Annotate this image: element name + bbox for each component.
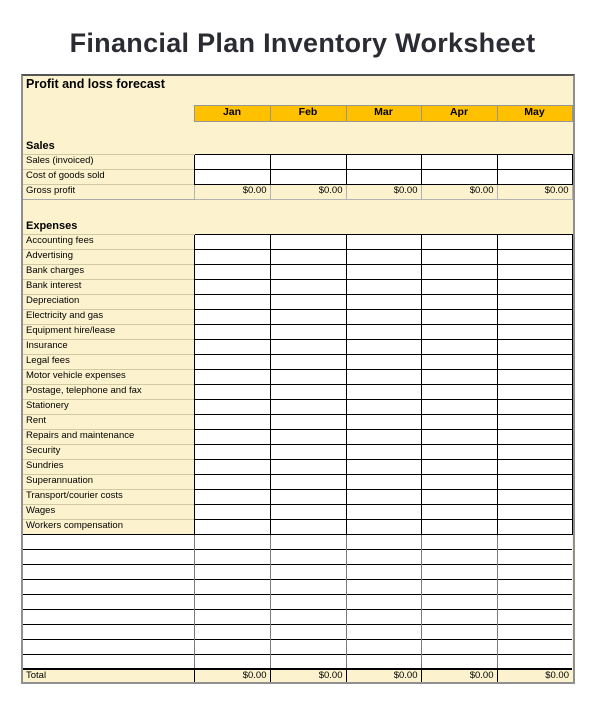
expense-row (23, 384, 572, 399)
value-cell[interactable] (497, 399, 572, 414)
value-cell[interactable] (346, 279, 421, 294)
value-cell[interactable] (346, 414, 421, 429)
value-cell[interactable] (23, 534, 194, 549)
value-cell[interactable] (497, 249, 572, 264)
value-cell[interactable] (421, 279, 497, 294)
value-cell[interactable] (421, 534, 497, 549)
value-cell[interactable] (421, 264, 497, 279)
expense-row-label: Superannuation (23, 474, 194, 489)
row-label: Gross profit (23, 184, 194, 199)
value-cell[interactable] (194, 654, 270, 669)
value-cell[interactable] (346, 294, 421, 309)
value-cell[interactable] (346, 579, 421, 594)
total-cell: $0.00 (421, 669, 497, 682)
expense-row-label: Accounting fees (23, 234, 194, 249)
value-cell[interactable] (497, 339, 572, 354)
expense-row-label: Depreciation (23, 294, 194, 309)
expense-row-label: Bank interest (23, 279, 194, 294)
value-cell[interactable] (270, 639, 346, 654)
value-cell[interactable] (270, 279, 346, 294)
value-cell[interactable] (421, 504, 497, 519)
value-cell[interactable] (497, 459, 572, 474)
empty-row (23, 594, 572, 609)
value-cell[interactable] (346, 519, 421, 534)
value-cell[interactable] (421, 579, 497, 594)
value-cell[interactable] (194, 594, 270, 609)
expense-row-label: Workers compensation (23, 519, 194, 534)
expense-row-label: Bank charges (23, 264, 194, 279)
value-cell[interactable] (346, 549, 421, 564)
value-cell[interactable] (270, 519, 346, 534)
value-cell[interactable] (346, 444, 421, 459)
total-row (23, 669, 572, 682)
value-cell[interactable] (194, 504, 270, 519)
expenses-section-header-row (23, 214, 572, 234)
expense-row (23, 369, 572, 384)
value-cell[interactable] (270, 154, 346, 169)
value-cell[interactable] (346, 489, 421, 504)
value-cell[interactable] (497, 354, 572, 369)
expense-row (23, 309, 572, 324)
value-cell[interactable] (346, 154, 421, 169)
value-cell[interactable] (421, 309, 497, 324)
value-cell[interactable] (270, 534, 346, 549)
value-cell[interactable] (194, 549, 270, 564)
value-cell[interactable] (497, 324, 572, 339)
empty-row (23, 579, 572, 594)
value-cell[interactable] (346, 564, 421, 579)
empty-row (23, 564, 572, 579)
value-cell[interactable] (346, 624, 421, 639)
gross-profit-row (23, 184, 572, 199)
sales-row (23, 169, 572, 184)
empty-row (23, 549, 572, 564)
value-cell[interactable] (270, 294, 346, 309)
expense-row-label: Motor vehicle expenses (23, 369, 194, 384)
expenses-section-header: Expenses (23, 214, 572, 234)
calculated-cell: $0.00 (346, 184, 421, 199)
value-cell[interactable] (194, 429, 270, 444)
value-cell[interactable] (497, 534, 572, 549)
expense-row-label: Repairs and maintenance (23, 429, 194, 444)
expense-row-label: Sundries (23, 459, 194, 474)
expense-row (23, 519, 572, 534)
value-cell[interactable] (497, 234, 572, 249)
value-cell[interactable] (421, 414, 497, 429)
page-title: Financial Plan Inventory Worksheet (69, 28, 536, 58)
value-cell[interactable] (270, 564, 346, 579)
total-cell: $0.00 (346, 669, 421, 682)
expense-row-label: Rent (23, 414, 194, 429)
value-cell[interactable] (194, 564, 270, 579)
value-cell[interactable] (346, 169, 421, 184)
value-cell[interactable] (194, 414, 270, 429)
value-cell[interactable] (497, 654, 572, 669)
value-cell[interactable] (194, 579, 270, 594)
value-cell[interactable] (194, 384, 270, 399)
value-cell[interactable] (194, 264, 270, 279)
month-header-feb: Feb (270, 105, 346, 121)
value-cell[interactable] (270, 429, 346, 444)
value-cell[interactable] (346, 234, 421, 249)
worksheet-table (23, 76, 573, 682)
value-cell[interactable] (194, 609, 270, 624)
spacer (23, 199, 572, 214)
value-cell[interactable] (421, 549, 497, 564)
value-cell[interactable] (194, 459, 270, 474)
value-cell[interactable] (270, 579, 346, 594)
value-cell[interactable] (497, 519, 572, 534)
value-cell[interactable] (270, 369, 346, 384)
value-cell[interactable] (23, 639, 194, 654)
value-cell[interactable] (346, 249, 421, 264)
value-cell[interactable] (421, 324, 497, 339)
value-cell[interactable] (421, 639, 497, 654)
expense-row-label: Advertising (23, 249, 194, 264)
value-cell[interactable] (270, 234, 346, 249)
expense-row-label: Equipment hire/lease (23, 324, 194, 339)
value-cell[interactable] (421, 564, 497, 579)
value-cell[interactable] (497, 384, 572, 399)
value-cell[interactable] (497, 624, 572, 639)
total-cell: $0.00 (270, 669, 346, 682)
value-cell[interactable] (421, 154, 497, 169)
calculated-cell: $0.00 (194, 184, 270, 199)
value-cell[interactable] (421, 459, 497, 474)
spacer-row (23, 121, 572, 135)
value-cell[interactable] (497, 564, 572, 579)
sales-row (23, 154, 572, 169)
value-cell[interactable] (421, 294, 497, 309)
value-cell[interactable] (421, 429, 497, 444)
value-cell[interactable] (194, 444, 270, 459)
section-title: Profit and loss forecast (23, 76, 572, 99)
empty-row (23, 624, 572, 639)
value-cell[interactable] (194, 369, 270, 384)
value-cell[interactable] (23, 594, 194, 609)
month-header-apr: Apr (421, 105, 497, 121)
value-cell[interactable] (346, 459, 421, 474)
month-header-row (23, 105, 572, 121)
value-cell[interactable] (497, 154, 572, 169)
value-cell[interactable] (421, 169, 497, 184)
value-cell[interactable] (23, 579, 194, 594)
expense-row (23, 444, 572, 459)
value-cell[interactable] (421, 384, 497, 399)
value-cell[interactable] (421, 474, 497, 489)
total-cell: $0.00 (497, 669, 572, 682)
empty-row (23, 609, 572, 624)
value-cell[interactable] (194, 324, 270, 339)
value-cell[interactable] (270, 609, 346, 624)
expense-row (23, 354, 572, 369)
value-cell[interactable] (194, 624, 270, 639)
value-cell[interactable] (497, 309, 572, 324)
value-cell[interactable] (270, 504, 346, 519)
calculated-cell: $0.00 (497, 184, 572, 199)
value-cell[interactable] (194, 534, 270, 549)
expense-row (23, 414, 572, 429)
value-cell[interactable] (270, 594, 346, 609)
value-cell[interactable] (23, 549, 194, 564)
value-cell[interactable] (194, 309, 270, 324)
value-cell[interactable] (421, 489, 497, 504)
value-cell[interactable] (194, 249, 270, 264)
calculated-cell: $0.00 (421, 184, 497, 199)
expense-row-label: Electricity and gas (23, 309, 194, 324)
value-cell[interactable] (497, 169, 572, 184)
value-cell[interactable] (346, 504, 421, 519)
value-cell[interactable] (346, 384, 421, 399)
expense-row-label: Stationery (23, 399, 194, 414)
value-cell[interactable] (270, 309, 346, 324)
spacer (23, 121, 572, 135)
total-cell: $0.00 (194, 669, 270, 682)
value-cell[interactable] (421, 234, 497, 249)
value-cell[interactable] (194, 519, 270, 534)
expense-row (23, 489, 572, 504)
value-cell[interactable] (194, 154, 270, 169)
value-cell[interactable] (346, 429, 421, 444)
value-cell[interactable] (421, 444, 497, 459)
value-cell[interactable] (497, 264, 572, 279)
value-cell[interactable] (421, 624, 497, 639)
value-cell[interactable] (346, 354, 421, 369)
empty-row (23, 654, 572, 669)
forecast-title-row (23, 76, 572, 99)
expense-row-label: Wages (23, 504, 194, 519)
value-cell[interactable] (346, 654, 421, 669)
value-cell[interactable] (421, 609, 497, 624)
value-cell[interactable] (497, 429, 572, 444)
expense-row-label: Transport/courier costs (23, 489, 194, 504)
expense-row (23, 324, 572, 339)
value-cell[interactable] (421, 249, 497, 264)
value-cell[interactable] (270, 549, 346, 564)
expense-row (23, 294, 572, 309)
expense-row (23, 234, 572, 249)
value-cell[interactable] (497, 489, 572, 504)
value-cell[interactable] (421, 654, 497, 669)
value-cell[interactable] (194, 354, 270, 369)
value-cell[interactable] (346, 474, 421, 489)
value-cell[interactable] (346, 609, 421, 624)
expense-row (23, 249, 572, 264)
value-cell[interactable] (421, 594, 497, 609)
value-cell[interactable] (346, 399, 421, 414)
month-header-blank (23, 105, 194, 121)
value-cell[interactable] (23, 564, 194, 579)
value-cell[interactable] (497, 504, 572, 519)
value-cell[interactable] (421, 399, 497, 414)
value-cell[interactable] (270, 354, 346, 369)
value-cell[interactable] (194, 234, 270, 249)
expense-row (23, 339, 572, 354)
month-header-may: May (497, 105, 572, 121)
value-cell[interactable] (194, 339, 270, 354)
month-header-jan: Jan (194, 105, 270, 121)
value-cell[interactable] (497, 294, 572, 309)
value-cell[interactable] (270, 399, 346, 414)
value-cell[interactable] (23, 654, 194, 669)
value-cell[interactable] (194, 294, 270, 309)
value-cell[interactable] (23, 609, 194, 624)
value-cell[interactable] (194, 279, 270, 294)
value-cell[interactable] (270, 324, 346, 339)
value-cell[interactable] (270, 654, 346, 669)
value-cell[interactable] (346, 369, 421, 384)
empty-row (23, 534, 572, 549)
total-label: Total (23, 669, 194, 682)
value-cell[interactable] (497, 639, 572, 654)
profit-loss-worksheet (21, 74, 575, 684)
value-cell[interactable] (270, 459, 346, 474)
row-label: Cost of goods sold (23, 169, 194, 184)
value-cell[interactable] (346, 594, 421, 609)
expense-row (23, 399, 572, 414)
expense-row-label: Postage, telephone and fax (23, 384, 194, 399)
value-cell[interactable] (497, 549, 572, 564)
value-cell[interactable] (346, 264, 421, 279)
sales-section-header-row (23, 135, 572, 154)
value-cell[interactable] (497, 444, 572, 459)
expense-row (23, 474, 572, 489)
value-cell[interactable] (194, 474, 270, 489)
value-cell[interactable] (270, 339, 346, 354)
value-cell[interactable] (270, 264, 346, 279)
value-cell[interactable] (346, 639, 421, 654)
value-cell[interactable] (270, 444, 346, 459)
expense-row (23, 459, 572, 474)
value-cell[interactable] (497, 609, 572, 624)
value-cell[interactable] (270, 489, 346, 504)
value-cell[interactable] (270, 624, 346, 639)
expense-row (23, 264, 572, 279)
value-cell[interactable] (497, 579, 572, 594)
expense-row-label: Legal fees (23, 354, 194, 369)
month-header-mar: Mar (346, 105, 421, 121)
empty-row (23, 639, 572, 654)
expense-row (23, 504, 572, 519)
sales-section-header: Sales (23, 135, 572, 154)
value-cell[interactable] (194, 169, 270, 184)
value-cell[interactable] (270, 249, 346, 264)
value-cell[interactable] (270, 169, 346, 184)
value-cell[interactable] (421, 369, 497, 384)
value-cell[interactable] (497, 414, 572, 429)
value-cell[interactable] (497, 369, 572, 384)
value-cell[interactable] (194, 639, 270, 654)
row-label: Sales (invoiced) (23, 154, 194, 169)
value-cell[interactable] (23, 624, 194, 639)
value-cell[interactable] (421, 519, 497, 534)
value-cell[interactable] (346, 339, 421, 354)
value-cell[interactable] (194, 489, 270, 504)
calculated-cell: $0.00 (270, 184, 346, 199)
value-cell[interactable] (346, 309, 421, 324)
expense-row (23, 279, 572, 294)
expense-row (23, 429, 572, 444)
value-cell[interactable] (421, 339, 497, 354)
value-cell[interactable] (270, 384, 346, 399)
value-cell[interactable] (497, 279, 572, 294)
value-cell[interactable] (270, 474, 346, 489)
value-cell[interactable] (497, 474, 572, 489)
value-cell[interactable] (346, 534, 421, 549)
value-cell[interactable] (421, 354, 497, 369)
spacer-row (23, 199, 572, 214)
value-cell[interactable] (497, 594, 572, 609)
value-cell[interactable] (194, 399, 270, 414)
value-cell[interactable] (270, 414, 346, 429)
expense-row-label: Security (23, 444, 194, 459)
expense-row-label: Insurance (23, 339, 194, 354)
value-cell[interactable] (346, 324, 421, 339)
